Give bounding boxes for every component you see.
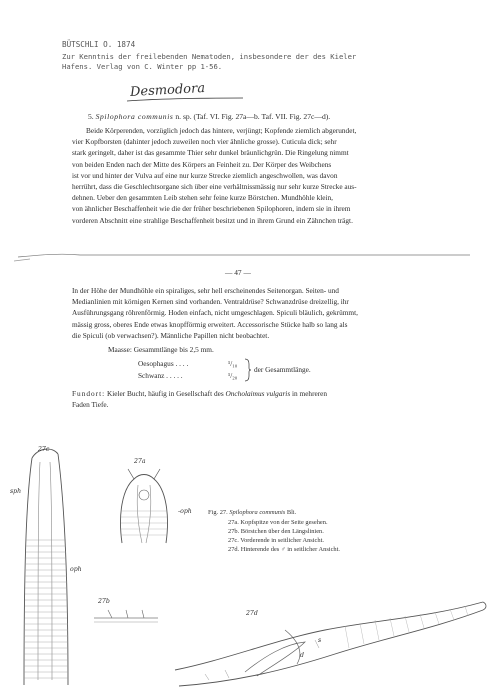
page-number: — 47 — [225, 268, 251, 277]
caption-item: 27a. Kopfspitze von der Seite gesehen. [228, 519, 328, 526]
figure-27c-drawing [10, 440, 80, 690]
figure-27c-oph-label: oph [70, 566, 82, 573]
fundort-paragraph [72, 388, 444, 410]
fundort-species: Oncholaimus vulgaris [225, 389, 291, 398]
text-line: die Spiculi (ob verwachsen?). Männliche Papillen nicht beobachtet. [72, 330, 270, 340]
figure-27d-label: 27d [246, 610, 258, 617]
description-paragraph-2 [72, 285, 444, 341]
figure-27d-d-label: d [300, 652, 304, 659]
text-line: von beiden Enden nach der Mitte des Körpers an Feinheit zu. Der Körper des Weibchens [72, 159, 332, 169]
text-line: von ähnlicher Beschaffenheit wie die der früher beschriebenen Spilophoren, indem sie in ihrem [72, 204, 351, 214]
fundort-text: Kieler Bucht, häufig in Gesellschaft des [106, 389, 224, 398]
schwanz-label: Schwanz . . . . . [138, 371, 183, 380]
figure-27a-label: 27a [134, 458, 146, 465]
fundort-label: Fundort: [72, 389, 106, 398]
text-line: ist vor und hinter der Vulva auf eine nur kurze Strecke ziemlich angeschwollen, was davon [72, 170, 338, 180]
text-line: stark geringelt, daher ist das gesammte Thier sehr dunkel bräunlichgrün. Die Ringelung nimmt [72, 148, 349, 158]
citation-title-line1: Zur Kenntnis der freilebenden Nematoden, insbesondere der des Kieler [62, 52, 357, 61]
oesophagus-label: Oesophagus . . . . [138, 359, 189, 368]
species-heading-plates: n. sp. (Taf. VI. Fig. 27a—b. Taf. VII. Fig. 27c—d). [175, 112, 331, 121]
oesophagus-value: ¹/₁₀ [228, 359, 238, 368]
figure-species: Spilophora communis [229, 509, 286, 516]
figure-27b-label: 27b [98, 598, 110, 605]
species-name: Spilophora communis [95, 112, 174, 121]
measurement-brace-text: der Gesammtlänge. [254, 365, 311, 374]
measurements-total-length: Maasse: Gesammtlänge bis 2,5 mm. [108, 345, 214, 354]
text-line: In der Höhe der Mundhöhle ein spiraliges, sehr hell erscheinendes Seitenorgan. Seiten- und [72, 286, 339, 295]
figure-caption-title [208, 508, 296, 517]
figure-author: Bli. [286, 509, 297, 516]
caption-item: 27c. Vorderende in seitlicher Ansicht. [228, 537, 324, 544]
handwritten-genus-note: Desmodora [129, 81, 206, 100]
text-line: herrührt, dass die Geschlechtsorgane sich über eine verhältnissmässig nur sehr kurze Strecke aus- [72, 182, 357, 192]
handwritten-underline [125, 96, 245, 104]
text-line: dehnen. Ueber den gesammten Leib stehen sehr feine kurze Börstchen. Mundhöhle klein, [72, 193, 333, 203]
figure-27c-sph-label: sph [10, 488, 22, 495]
citation-title-line2: Hafens. Verlag von C. Winter pp 1-56. [62, 62, 223, 71]
figure-27d-s-label: s [318, 637, 322, 644]
figure-27d-drawing [165, 590, 490, 695]
figure-caption-items [228, 518, 340, 554]
text-line: Medianlinien mit körnigen Kernen sind vorhanden. Ventraldrüse? Schwanzdrüse dreizellig, ihr [72, 297, 349, 307]
figure-number: Fig. 27. [208, 509, 228, 516]
figure-27a-oph-label: -oph [178, 508, 192, 515]
figure-27a-drawing [108, 465, 178, 545]
citation-author-year: BÜTSCHLI O. 1874 [62, 40, 136, 49]
figure-27c-label: 27c [38, 446, 50, 453]
measurement-brace [244, 358, 252, 382]
caption-item: 27b. Börstchen über den Längslinien. [228, 528, 324, 535]
species-number: 5. [88, 112, 94, 121]
text-line: Beide Körperenden, vorzüglich jedoch das hintere, verjüngt; Kopfende ziemlich abgerundet, [86, 126, 357, 135]
schwanz-value: ¹/₂₀ [228, 371, 238, 380]
fundort-text-cont: in mehreren [292, 389, 328, 398]
description-paragraph-1 [72, 125, 444, 226]
text-line: vorderen Abschnitt eine strahlige Beschaffenheit besitzt und in ihrem Grund ein Zähnchen trägt. [72, 215, 353, 225]
caption-item: 27d. Hinterende des ♂ in seitlicher Ansicht. [228, 546, 340, 553]
species-heading [88, 112, 330, 121]
text-line: vier Kopfborsten (dahinter jedoch zuweilen noch vier ähnliche grosse). Cuticula dick; sehr [72, 137, 337, 147]
text-line: mässig gross, oberes Ende etwas knopfförmig erweitert. Accessorische Stücke halb so lang als [72, 319, 348, 329]
text-line: Ausführungsgang röhrenförmig. Hoden einfach, nicht umgeschlagen. Spiculi bläulich, gekrümmt, [72, 308, 358, 318]
fundort-line-2: Faden Tiefe. [72, 400, 109, 410]
